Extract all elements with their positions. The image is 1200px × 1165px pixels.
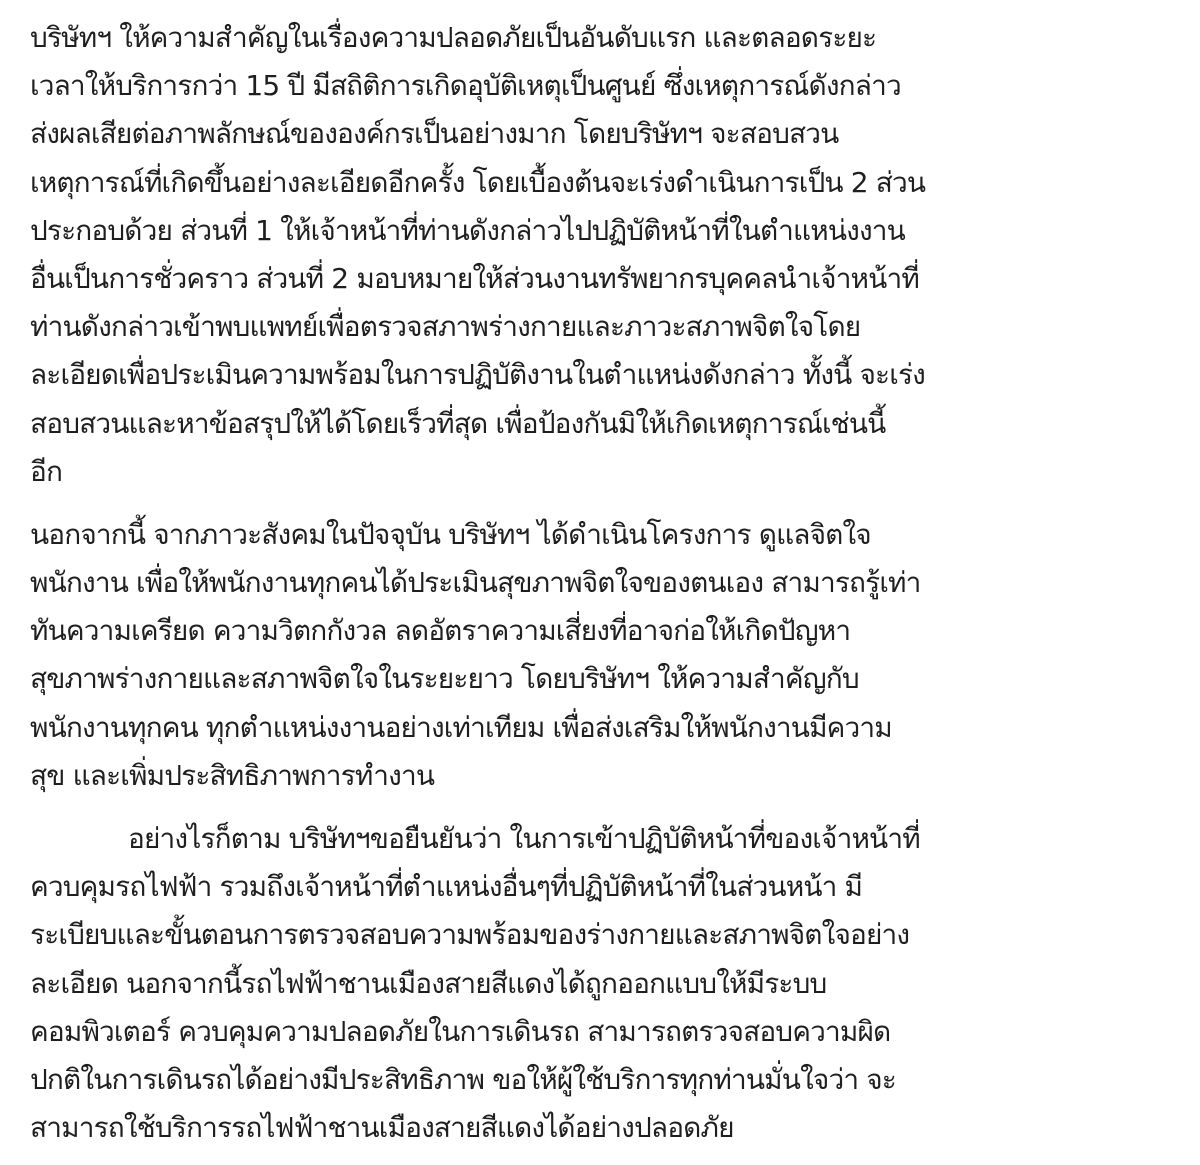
paragraph-1 <box>30 14 1180 496</box>
text-line: สุข และเพิ่มประสิทธิภาพการทำงาน <box>30 758 435 792</box>
text-line: สุขภาพร่างกายและสภาพจิตใจในระยะยาว โดยบริษัทฯ ให้ความสำคัญกับ <box>30 662 859 696</box>
text-line: พนักงานทุกคน ทุกตำแหน่งงานอย่างเท่าเทียม เพื่อส่งเสริมให้พนักงานมีความ <box>30 710 892 744</box>
text-line: ประกอบด้วย ส่วนที่ 1 ให้เจ้าหน้าที่ท่านดังกล่าวไปปฏิบัติหน้าที่ในตำแหน่งงาน <box>30 213 905 247</box>
text-line: บริษัทฯ ให้ความสำคัญในเรื่องความปลอดภัยเป็นอันดับแรก และตลอดระยะ <box>30 21 877 54</box>
text-line: เหตุการณ์ที่เกิดขึ้นอย่างละเอียดอีกครั้ง โดยเบื้องต้นจะเร่งดำเนินการเป็น 2 ส่วน <box>30 165 926 199</box>
text-line: อื่นเป็นการชั่วคราว ส่วนที่ 2 มอบหมายให้ส่วนงานทรัพยากรบุคคลนำเจ้าหน้าที่ <box>30 261 919 295</box>
text-line: ท่านดังกล่าวเข้าพบแพทย์เพื่อตรวจสภาพร่างกายและภาวะสภาพจิตใจโดย <box>30 310 861 344</box>
paragraph-3 <box>30 815 1180 1152</box>
text-line: สามารถใช้บริการรถไฟฟ้าชานเมืองสายสีแดงได้อย่างปลอดภัย <box>30 1111 734 1145</box>
text-line: ระเบียบและขั้นตอนการตรวจสอบความพร้อมของร่างกายและสภาพจิตใจอย่าง <box>30 918 910 952</box>
text-line: พนักงาน เพื่อให้พนักงานทุกคนได้ประเมินสุขภาพจิตใจของตนเอง สามารถรู้เท่า <box>30 566 921 600</box>
text-line: ควบคุมรถไฟฟ้า รวมถึงเจ้าหน้าที่ตำแหน่งอื่นๆที่ปฏิบัติหน้าที่ในส่วนหน้า มี <box>30 870 863 904</box>
text-line: เวลาให้บริการกว่า 15 ปี มีสถิติการเกิดอุบัติเหตุเป็นศูนย์ ซึ่งเหตุการณ์ดังกล่าว <box>30 69 901 103</box>
text-line-indented: อย่างไรก็ตาม บริษัทฯขอยืนยันว่า ในการเข้าปฏิบัติหน้าที่ของเจ้าหน้าที่ <box>128 822 920 855</box>
text-line: คอมพิวเตอร์ ควบคุมความปลอดภัยในการเดินรถ สามารถตรวจสอบความผิด <box>30 1014 891 1048</box>
text-line: อีก <box>30 454 63 488</box>
text-line: ละเอียดเพื่อประเมินความพร้อมในการปฏิบัติงานในตำแหน่งดังกล่าว ทั้งนี้ จะเร่ง <box>30 358 925 392</box>
text-line: สอบสวนและหาข้อสรุปให้ได้โดยเร็วที่สุด เพื่อป้องกันมิให้เกิดเหตุการณ์เช่นนี้ <box>30 406 886 440</box>
text-line: นอกจากนี้ จากภาวะสังคมในปัจจุบัน บริษัทฯ ได้ดำเนินโครงการ ดูแลจิตใจ <box>30 517 871 551</box>
text-line: ทันความเครียด ความวิตกกังวล ลดอัตราความเสี่ยงที่อาจก่อให้เกิดปัญหา <box>30 614 851 648</box>
text-line: ส่งผลเสียต่อภาพลักษณ์ขององค์กรเป็นอย่างมาก โดยบริษัทฯ จะสอบสวน <box>30 117 839 151</box>
paragraph-2 <box>30 511 1180 800</box>
text-line: ปกติในการเดินรถได้อย่างมีประสิทธิภาพ ขอให้ผู้ใช้บริการทุกท่านมั่นใจว่า จะ <box>30 1062 896 1096</box>
text-line: ละเอียด นอกจากนี้รถไฟฟ้าชานเมืองสายสีแดงได้ถูกออกแบบให้มีระบบ <box>30 966 827 1000</box>
